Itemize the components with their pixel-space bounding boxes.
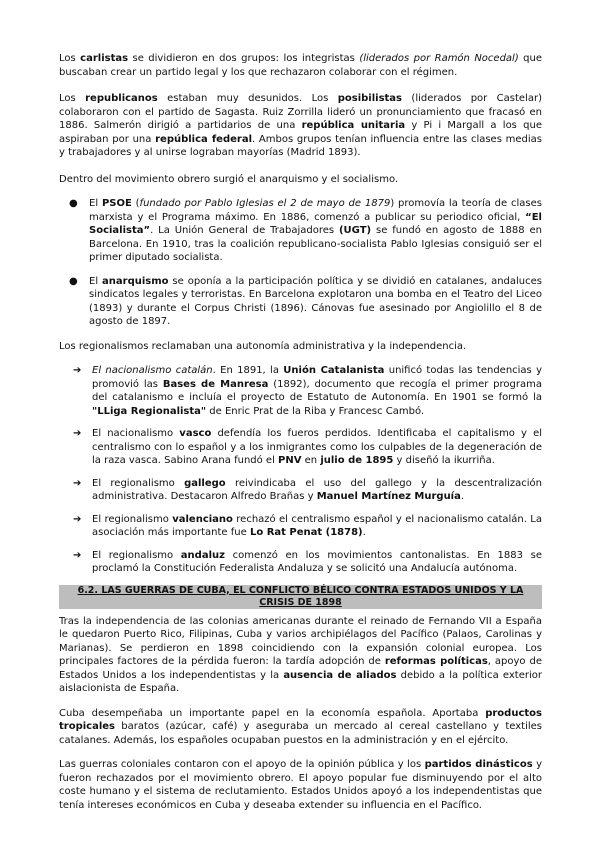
paragraph-carlistas xyxy=(59,52,542,79)
document-page xyxy=(59,52,542,812)
bold-term: andaluz xyxy=(180,549,225,561)
bold-term: PSOE xyxy=(101,198,132,209)
text: comenzó en los movimientos cantonalistas. En 1883 se proclamó la Constitución Federalista Andaluza y se solicitó una Andalucía autónoma. xyxy=(92,549,542,574)
text: Los xyxy=(59,53,81,64)
text: , apoyo de Estados Unidos a los independentistas y la xyxy=(59,656,542,681)
text: defendía los fueros perdidos. Identificaba el capitalismo y el centralismo con lo español y a los inmigrantes como los culpables de la degeneración de la raza vasca. Sabino Arana fundó el xyxy=(92,428,543,466)
list-item-vasco xyxy=(59,427,542,468)
text: El regionalismo xyxy=(92,549,181,561)
paragraph-movimiento-obrero: Dentro del movimiento obrero surgió el anarquismo y el socialismo. xyxy=(59,173,399,185)
text: Las guerras coloniales contaron con el apoyo de la opinión pública y los xyxy=(59,759,425,770)
bold-term: Manuel Martínez Murguía xyxy=(316,491,461,502)
paragraph-guerras-coloniales xyxy=(59,758,542,812)
bold-term: Lo Rat Penat (1878) xyxy=(249,527,363,538)
bold-term: anarquismo xyxy=(102,275,169,287)
text: Tras la independencia de las colonias americanas durante el reinado de Fernando VII a España le quedaron Puerto Rico, Filipinas, Cuba y varios archipiélagos del Pacífico (Palaos, Carolinas y Marianas). Se perdieron en 1898 coincidiendo con la expansión colonial europea. Los principales factores de la pérdida fueron: la tardía adopción de xyxy=(59,615,542,667)
paragraph-colonias xyxy=(59,615,542,696)
text: rechazó el centralismo español y el nacionalismo catalán. La asociación más importante fue xyxy=(92,513,542,538)
text: y Pi i Margall a los que aspiraban por una xyxy=(59,120,542,145)
list-item-gallego xyxy=(59,477,542,504)
text: se oponía a la participación política y se dividió en catalanes, andaluces sindicatos legales y terroristas. En Barcelona explotaron una bomba en el Teatro del Liceo (1893) y durante el Corpus Christi (1896). Cánovas fue asesinado por Angiolillo el 8 de agosto de 1897. xyxy=(89,275,543,327)
bullet-icon: ● xyxy=(69,275,78,287)
bold-term: gallego xyxy=(184,477,226,489)
text: . xyxy=(362,527,366,538)
text: en xyxy=(301,455,321,466)
bold-term: vasco xyxy=(179,428,212,439)
text: se fundó en agosto de 1888 en Barcelona. En 1910, tras la coalición republicano-socialista Pablo Iglesias consiguió ser el primer diputado socialista. xyxy=(89,225,542,263)
bullet-icon: ● xyxy=(69,198,78,209)
text: Cuba desempeñaba un importante papel en la economía española. Aportaba xyxy=(59,707,486,719)
text: estaban muy desunidos. Los xyxy=(157,93,338,104)
text: unificó todas las tendencias y promovió las xyxy=(92,365,543,390)
bold-term: república federal xyxy=(155,133,253,145)
paragraph-cuba xyxy=(59,707,542,748)
text: El regionalismo xyxy=(92,477,185,489)
bold-term: posibilistas xyxy=(337,93,403,104)
list-item-psoe xyxy=(59,197,542,265)
bold-term: "LLiga Regionalista" xyxy=(92,405,207,417)
text: de Enric Prat de la Riba y Francesc Cambó. xyxy=(206,405,425,417)
text: ( xyxy=(131,198,140,209)
italic-text: (liderados por Ramón Nocedal) xyxy=(359,53,519,64)
bold-term: Bases de Manresa xyxy=(162,378,269,390)
arrow-icon: ➔ xyxy=(73,477,82,489)
arrow-icon: ➔ xyxy=(73,365,82,376)
text: El xyxy=(89,198,102,209)
bold-term: julio de 1895 xyxy=(320,455,394,466)
text: . La Unión General de Trabajadores xyxy=(150,225,339,236)
text: Los xyxy=(59,93,86,104)
list-item-andaluz xyxy=(59,549,542,576)
section-heading xyxy=(59,585,542,609)
bold-term: reformas políticas xyxy=(384,656,488,667)
text: (1892), documento que recogía el primer programa del catalanismo e incluía el proyecto de Estatuto de Autonomía. En 1901 se formó la xyxy=(92,378,543,403)
list-item-anarquismo xyxy=(59,275,542,329)
text: ) promovía la teoría de clases marxista y el Programa máximo. En 1886, comenzó a publicar su periodico oficial, xyxy=(89,198,542,223)
paragraph-republicanos xyxy=(59,92,542,160)
text: y fueron rechazados por el movimiento obrero. El apoyo popular fue disminuyendo por el alto coste humano y el sistema de reclutamiento. Estados Unidos apoyó a los independentistas que tenía intereses económicos en Cuba y deseaba extender su influencia en el Pacífico. xyxy=(59,759,542,811)
text: (liderados por Castelar) colaboraron con el partido de Sagasta. Ruiz Zorrilla lideró un pronunciamiento que fracasó en 1886. Salmerón dirigió a partidarios de una xyxy=(59,93,542,131)
bold-term: “El Socialista” xyxy=(89,211,542,236)
bold-term: PNV xyxy=(278,455,302,466)
bold-term: república unitaria xyxy=(301,120,406,131)
text: y diseñó la ikurriña. xyxy=(393,455,495,466)
text: debido a la política exterior aislacionista de España. xyxy=(59,669,542,694)
text: que buscaban crear un partido legal y los que rechazaron colaborar con el régimen. xyxy=(59,53,542,78)
text: . Ambos grupos tenían influencia entre las clases medias y trabajadores y al unirse lograban mayorías (Madrid 1893). xyxy=(59,133,543,158)
bold-term: Unión Catalanista xyxy=(283,365,385,376)
bold-term: partidos dinásticos xyxy=(424,759,533,770)
text: baratos (azúcar, café) y aseguraba un mercado al cereal castellano y textiles catalanes. Además, los españoles ocupaban puestos en la administración y en el ejército. xyxy=(59,721,542,746)
arrow-list-regionalismos xyxy=(59,364,542,576)
bold-term: productos tropicales xyxy=(59,707,542,732)
text: El xyxy=(89,275,103,287)
bold-term: (UGT) xyxy=(338,225,372,236)
text: . xyxy=(460,491,465,502)
arrow-icon: ➔ xyxy=(73,428,82,439)
list-item-catalan xyxy=(59,364,542,418)
text: reivindicaba el uso del gallego y la descentralización administrativa. Destacaron Alfredo Brañas y xyxy=(92,477,542,502)
italic-text: fundado por Pablo Iglesias el 2 de mayo de 1879 xyxy=(139,198,391,209)
text: El regionalismo xyxy=(92,513,173,525)
text: se dividieron en dos grupos: los integristas xyxy=(128,53,360,64)
text: . En 1891, la xyxy=(212,365,284,376)
section-heading-text: 6.2. LAS GUERRAS DE CUBA, EL CONFLICTO BÉLICO CONTRA ESTADOS UNIDOS Y LA CRISIS DE 1898 xyxy=(77,584,524,608)
bold-term: ausencia de aliados xyxy=(283,669,397,681)
bold-term: republicanos xyxy=(85,93,158,104)
bold-term: valenciano xyxy=(172,513,233,525)
text: El nacionalismo xyxy=(92,428,180,439)
list-item-valenciano xyxy=(59,513,542,540)
arrow-icon: ➔ xyxy=(73,549,82,561)
italic-text: El nacionalismo catalán xyxy=(92,365,213,376)
paragraph-regionalismos: Los regionalismos reclamaban una autonomía administrativa y la independencia. xyxy=(59,340,467,352)
bold-term: carlistas xyxy=(80,53,129,64)
bullet-list-movimiento-obrero xyxy=(59,197,542,329)
arrow-icon: ➔ xyxy=(73,513,82,525)
